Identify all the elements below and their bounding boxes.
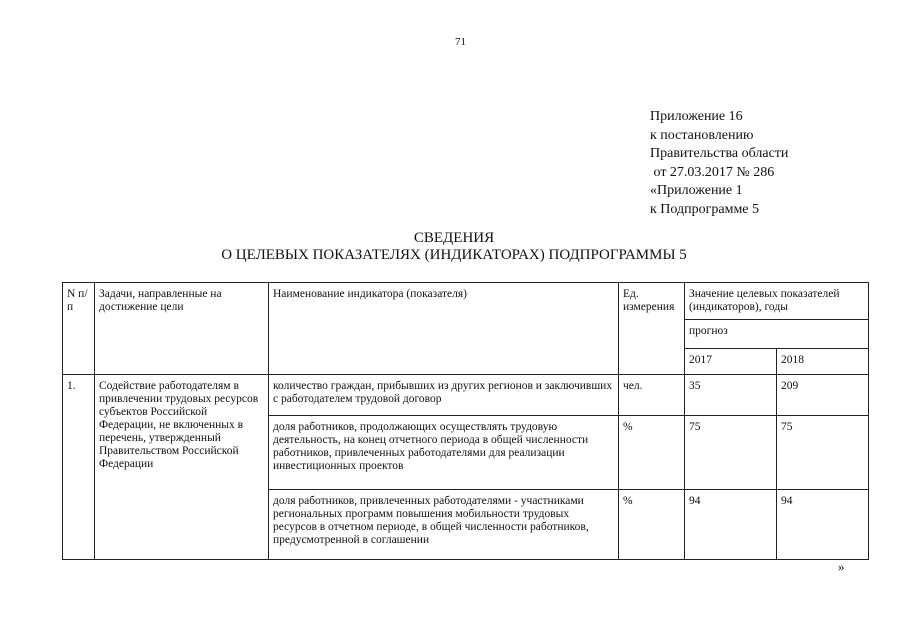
- header-number: N п/п: [63, 283, 95, 375]
- unit-cell: %: [619, 416, 685, 490]
- header-unit: Ед. измерения: [619, 283, 685, 375]
- header-values: Значение целевых показателей (индикаторов), годы: [685, 283, 869, 320]
- value-2018-cell: 209: [777, 375, 869, 416]
- value-2018-cell: 94: [777, 490, 869, 560]
- value-2017-cell: 35: [685, 375, 777, 416]
- indicator-cell: количество граждан, прибывших из других регионов и заключивших с работодателем трудовой договор: [269, 375, 619, 416]
- header-task: Задачи, направленные на достижение цели: [95, 283, 269, 375]
- value-2018-cell: 75: [777, 416, 869, 490]
- appendix-line: Приложение 16: [650, 109, 743, 124]
- appendix-line: Правительства области: [650, 146, 789, 161]
- document-title: СВЕДЕНИЯ: [413, 230, 495, 246]
- row-number: 1.: [63, 375, 95, 560]
- appendix-line: от 27.03.2017 № 286: [650, 164, 775, 180]
- header-forecast: прогноз: [685, 320, 869, 349]
- document-subtitle: О ЦЕЛЕВЫХ ПОКАЗАТЕЛЯХ (ИНДИКАТОРАХ) ПОДПРОГРАММЫ 5: [221, 247, 687, 263]
- closing-quote: »: [838, 559, 845, 574]
- appendix-line: к Подпрограмме 5: [650, 201, 760, 217]
- task-cell: Содействие работодателям в привлечении трудовых ресурсов субъектов Российской Федерации, не включенных в перечень, утвержденный Правительством Российской Федерации: [95, 375, 269, 560]
- table-row: [63, 375, 869, 416]
- document-heading: [0, 230, 905, 264]
- header-indicator: Наименование индикатора (показателя): [269, 283, 619, 375]
- header-year-2018: 2018: [777, 349, 869, 375]
- unit-cell: %: [619, 490, 685, 560]
- value-2017-cell: 94: [685, 490, 777, 560]
- unit-cell: чел.: [619, 375, 685, 416]
- indicator-cell: доля работников, привлеченных работодателями - участниками региональных программ повышения мобильности трудовых ресурсов в отчетном периоде, в общей численности работников, предусмотренной в соглашении: [269, 490, 619, 560]
- appendix-line: к постановлению: [650, 127, 754, 143]
- appendix-line: «Приложение 1: [650, 183, 743, 198]
- page-number: 71: [455, 36, 466, 48]
- value-2017-cell: 75: [685, 416, 777, 490]
- header-year-2017: 2017: [685, 349, 777, 375]
- indicators-table: [62, 282, 869, 560]
- indicator-cell: доля работников, продолжающих осуществлять трудовую деятельность, на конец отчетного периода в общей численности работников, привлеченных работодателями для реализации инвестиционных проектов: [269, 416, 619, 490]
- appendix-block: [650, 108, 788, 219]
